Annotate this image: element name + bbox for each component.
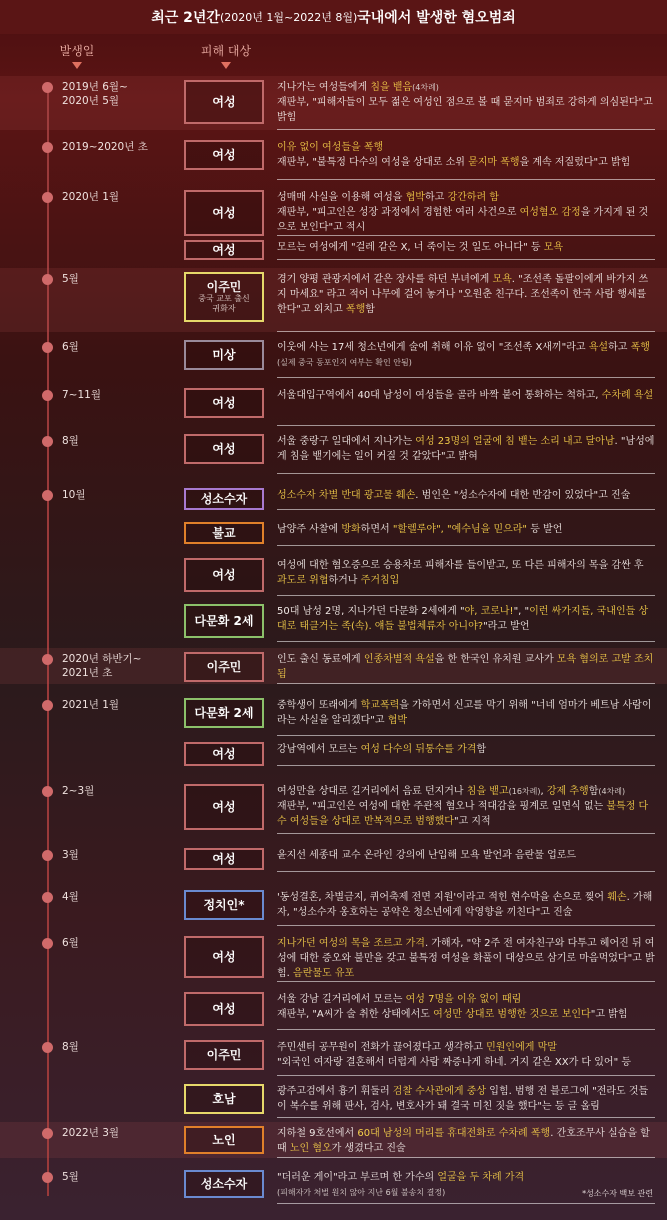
- highlight-text: 폭행: [630, 342, 650, 353]
- incident-description: [277, 488, 655, 503]
- description-text: (피해자가 처벌 원치 않아 지난 6월 불송치 결정): [277, 1188, 446, 1197]
- incident-date-line: 2021년 1월: [62, 699, 120, 711]
- highlight-text: 음란물도 유포: [293, 968, 355, 979]
- victim-category-label: 여성: [212, 206, 236, 220]
- description-text: 50대 남성 2명, 지나가던 다문화 2세에게 ": [277, 606, 465, 617]
- incident-date: [62, 848, 79, 862]
- description-text: "더러운 게이"라고 부르며 한 가수의: [277, 1172, 438, 1183]
- date-header-label: 발생일: [59, 44, 95, 58]
- description-line: [277, 388, 655, 403]
- incident-description: [277, 388, 655, 403]
- timeline-dot: [42, 1042, 53, 1053]
- description-text: 윤지선 세종대 교수 온라인 강의에 난입해 모욕 발언과 음란물 업로드: [277, 850, 577, 861]
- highlight-text: 강제 추행: [546, 786, 589, 797]
- description-line: [277, 1084, 655, 1114]
- victim-header-label: 피해 대상: [200, 44, 252, 58]
- victim-category-box: [184, 698, 264, 728]
- victim-category-label: 이주민: [206, 660, 242, 674]
- victim-category-box: [184, 890, 264, 920]
- victim-category-box: [184, 190, 264, 236]
- description-line: [277, 799, 655, 829]
- victim-category-box: [184, 488, 264, 510]
- incident-date: [62, 190, 119, 204]
- victim-category-box: [184, 936, 264, 978]
- description-text: (4차례): [412, 83, 439, 92]
- timeline-dot: [42, 938, 53, 949]
- description-text: "라고 발언: [483, 621, 530, 632]
- description-text: 서울 강남 길거리에서 모르는: [277, 994, 406, 1005]
- incident-date: [62, 890, 79, 904]
- incident-date-line: 3월: [62, 849, 79, 861]
- description-text: 재판부, "피고인은 여성에 대한 주관적 혐오나 적대감을 핑계로 일면식 없는: [277, 801, 607, 812]
- incident-description: [277, 1126, 655, 1156]
- description-text: 을 계속 저질렀다"고 밝힘: [519, 157, 631, 168]
- highlight-text: 강간하려 함: [447, 192, 499, 203]
- row-divider: [277, 1117, 655, 1118]
- description-text: 서울 중랑구 일대에서 지나가는: [277, 436, 416, 447]
- incident-date-line: 4월: [62, 891, 79, 903]
- victim-category-label: 여성: [212, 950, 236, 964]
- victim-category-label: 여성: [212, 148, 236, 162]
- incident-date: [62, 272, 79, 286]
- description-line: [277, 155, 655, 170]
- description-line: [277, 205, 655, 235]
- row-divider: [277, 833, 655, 834]
- victim-category-box: [184, 140, 264, 170]
- victim-category-label: 이주민: [206, 280, 242, 294]
- highlight-text: 침을 뱉음: [370, 82, 413, 93]
- victim-category-box: [184, 784, 264, 830]
- highlight-text: 이런 싸가지들, 국내인들 상대로 태클거는 족(속). 얘들 불법체류자 아니야?: [277, 606, 649, 632]
- row-divider: [277, 735, 655, 736]
- incident-description: [277, 1040, 655, 1070]
- incident-description: [277, 604, 655, 634]
- row-divider: [277, 641, 655, 642]
- victim-category-label: 여성: [212, 1002, 236, 1016]
- row-divider: [277, 1075, 655, 1076]
- victim-category-label: 여성: [212, 243, 236, 257]
- description-text: 함: [476, 744, 487, 755]
- victim-category-box: [184, 1126, 264, 1154]
- highlight-text: 폭행: [345, 304, 366, 315]
- description-text: 하고: [608, 342, 631, 353]
- victim-column-header: [194, 42, 258, 69]
- incident-date-line: 2020년 1월: [62, 191, 120, 203]
- description-text: 지나가는 여성들에게: [277, 82, 371, 93]
- description-line: [277, 1126, 655, 1156]
- victim-category-label: 여성: [212, 442, 236, 456]
- highlight-text: 협박: [405, 192, 425, 203]
- incident-date: [62, 1126, 119, 1140]
- highlight-text: 여성 23명의 얼굴에 침 뱉는 소리 내고 달아남: [415, 436, 615, 447]
- incident-date-line: 2020년 5월: [62, 95, 120, 107]
- highlight-text: 묻지마 폭행: [468, 157, 520, 168]
- incident-description: [277, 890, 655, 920]
- incident-date-line: 8월: [62, 435, 79, 447]
- description-text: 을 가지게 된 것으로 보인다"고 적시: [277, 207, 649, 233]
- incident-date-line: 2~3월: [62, 785, 95, 797]
- highlight-text: 모욕 혐의로 고발 조치됨: [277, 654, 654, 680]
- incident-date: [62, 80, 128, 108]
- description-text: . 가해자, "성소수자 옹호하는 공약은 청소년에게 악영향을 끼친다"고 진술: [277, 892, 653, 918]
- victim-category-box: [184, 848, 264, 870]
- description-text: "고 지적: [453, 816, 491, 827]
- description-text: ,: [540, 786, 547, 797]
- description-line: [277, 652, 655, 682]
- incident-description: [277, 434, 655, 464]
- description-text: '동성결혼, 차별금지, 퀴어축제 전면 지원'이라고 적힌 현수막을 손으로 찢어: [277, 892, 608, 903]
- description-line: [277, 848, 655, 863]
- description-text: 재판부, "불특정 다수의 여성을 상대로 소위: [277, 157, 469, 168]
- victim-category-box: [184, 340, 264, 370]
- description-text: 입힘. 범행 전 블로그에 "전라도 것들이 복수를 위해 판사, 검사, 변호사가 돼 결국 미친 짓을 했다"는 등 글 올림: [277, 1086, 649, 1112]
- incident-description: [277, 698, 655, 728]
- incident-date: [62, 388, 101, 402]
- victim-category-label: 성소수자: [200, 1177, 248, 1191]
- highlight-text: 협박: [387, 715, 408, 726]
- victim-category-label: 여성: [212, 852, 236, 866]
- incident-date: [62, 140, 148, 154]
- description-line: [277, 240, 655, 255]
- description-text: 강남역에서 모르는: [277, 744, 361, 755]
- victim-category-label: 여성: [212, 800, 236, 814]
- incident-date-line: 2020년 하반기~: [62, 653, 142, 665]
- timeline-dot: [42, 850, 53, 861]
- row-divider: [277, 1029, 655, 1030]
- incident-description: [277, 240, 655, 255]
- incident-date-line: 2019~2020년 초: [62, 141, 148, 153]
- timeline-dot: [42, 786, 53, 797]
- victim-category-box: [184, 272, 264, 322]
- row-divider: [277, 981, 655, 982]
- highlight-text: 여성혐오 감정: [519, 207, 581, 218]
- description-line: [277, 272, 655, 317]
- timeline-dot: [42, 142, 53, 153]
- victim-category-box: [184, 1170, 264, 1198]
- victim-category-box: [184, 1084, 264, 1114]
- arrow-down-icon: [72, 62, 82, 69]
- description-line: [277, 522, 655, 537]
- description-line: [277, 488, 655, 503]
- victim-category-sublabel: 귀화자: [212, 304, 236, 313]
- timeline-dot: [42, 390, 53, 401]
- row-divider: [277, 595, 655, 596]
- description-text: 서울대입구역에서 40대 남성이 여성들을 골라 바짝 붙어 통화하는 척하고,: [277, 390, 602, 401]
- description-text: 가 생겼다고 진술: [331, 1143, 406, 1154]
- description-line: [277, 936, 655, 981]
- incident-description: [277, 140, 655, 170]
- highlight-text: 욕설: [588, 342, 609, 353]
- description-text: 모르는 여성에게 "걸레 같은 X, 너 죽이는 것 일도 아니다" 등: [277, 242, 544, 253]
- description-line: [277, 992, 655, 1007]
- incident-description: [277, 80, 655, 125]
- description-text: 중학생이 또래에게: [277, 700, 361, 711]
- description-text: . 가해자, "약 2주 전 여자친구와 다투고 헤어진 뒤 여성에 대한 증오와 불만을 갖고 불특정 여성을 화풀이 대상으로 삼기로 마음먹었다"고 밝힘.: [277, 938, 655, 979]
- description-line: [277, 1007, 655, 1022]
- highlight-text: 모욕: [492, 274, 512, 285]
- description-line: [277, 434, 655, 464]
- description-text: 광주고검에서 흉기 휘둘러: [277, 1086, 393, 1097]
- highlight-text: 모욕: [543, 242, 564, 253]
- description-line: [277, 1055, 655, 1070]
- description-line: [277, 742, 655, 757]
- timeline-dot: [42, 192, 53, 203]
- title-range: (2020년 1월~2022년 8월): [219, 11, 358, 24]
- incident-date-line: 5월: [62, 273, 79, 285]
- incident-description: [277, 652, 655, 682]
- description-text: 지하철 9호선에서: [277, 1128, 358, 1139]
- description-text: 하면서: [360, 524, 393, 535]
- incident-description: [277, 522, 655, 537]
- incident-date-line: 6월: [62, 341, 79, 353]
- victim-category-label: 미상: [212, 348, 236, 362]
- victim-category-label: 호남: [212, 1092, 236, 1106]
- date-column-header: [52, 42, 102, 69]
- victim-category-label: 여성: [212, 396, 236, 410]
- incident-description: [277, 340, 655, 370]
- incident-description: [277, 936, 655, 981]
- description-text: 성매매 사실을 이용해 여성을: [277, 192, 406, 203]
- timeline-dot: [42, 342, 53, 353]
- description-text: . "남성에게 침을 뱉기에는 일이 커질 것 같았다"고 밝혀: [277, 436, 655, 462]
- row-divider: [277, 259, 655, 260]
- victim-category-label: 다문화 2세: [194, 614, 254, 628]
- description-text: . 범인은 "성소수자에 대한 반감이 있었다"고 진술: [415, 490, 631, 501]
- highlight-text: 수차례 욕설: [601, 390, 654, 401]
- incident-date: [62, 652, 141, 680]
- victim-category-label: 여성: [212, 95, 236, 109]
- timeline-dot: [42, 700, 53, 711]
- description-line: [277, 1170, 655, 1185]
- victim-category-label: 정치인*: [203, 898, 245, 912]
- highlight-text: 방화: [341, 524, 361, 535]
- row-divider: [277, 425, 655, 426]
- incident-date-line: 2019년 6월~: [62, 81, 128, 93]
- highlight-text: 노인 혐오: [289, 1143, 332, 1154]
- row-divider: [277, 1203, 655, 1204]
- incident-date-line: 10월: [62, 489, 86, 501]
- incident-date: [62, 1170, 79, 1184]
- timeline-dot: [42, 1128, 53, 1139]
- highlight-text: 야, 코로나!: [464, 606, 514, 617]
- victim-category-label: 여성: [212, 747, 236, 761]
- row-divider: [277, 765, 655, 766]
- victim-category-box: [184, 742, 264, 766]
- description-text: 남양주 사찰에: [277, 524, 342, 535]
- highlight-text: 민원인에게 막말: [486, 1042, 557, 1053]
- incident-description: [277, 558, 655, 588]
- page-title: [0, 0, 667, 34]
- description-text: ", ": [513, 606, 530, 617]
- timeline-dot: [42, 1172, 53, 1183]
- victim-category-box: [184, 80, 264, 124]
- title-suffix: 국내에서 발생한 혐오범죄: [357, 10, 516, 26]
- description-text: 여성에 대한 혐오증으로 승용차로 피해자를 들이받고, 또 다른 피해자의 목을 감싼 후: [277, 560, 644, 571]
- description-text: 함: [588, 786, 599, 797]
- victim-category-box: [184, 522, 264, 544]
- description-text: 을 가하면서 신고를 막기 위해 "너네 엄마가 베트남 사람이라는 사실을 알리겠다"고: [277, 700, 652, 726]
- victim-category-box: [184, 1040, 264, 1070]
- victim-category-box: [184, 240, 264, 260]
- incident-date: [62, 488, 86, 502]
- victim-category-label: 이주민: [206, 1048, 242, 1062]
- highlight-text: 60대 남성의 머리를 휴대전화로 수차례 폭행: [357, 1128, 551, 1139]
- description-text: 이웃에 사는 17세 청소년에게 술에 취해 이유 없이 "조선족 X새끼"라고: [277, 342, 589, 353]
- victim-category-box: [184, 652, 264, 682]
- description-line: [277, 340, 655, 370]
- highlight-text: 얼굴을 두 차례 가격: [437, 1172, 525, 1183]
- highlight-text: 여성 7명을 이유 없이 때림: [405, 994, 522, 1005]
- description-line: [277, 190, 655, 205]
- victim-category-box: [184, 388, 264, 418]
- highlight-text: 성소수자 차별 반대 광고물 훼손: [277, 490, 416, 501]
- incident-date: [62, 340, 79, 354]
- victim-category-label: 다문화 2세: [194, 706, 254, 720]
- timeline-dot: [42, 654, 53, 665]
- row-divider: [277, 129, 655, 130]
- victim-category-label: 성소수자: [200, 492, 248, 506]
- description-text: . "조선족 돌팔이에게 바가지 쓰지 마세요" 라고 적어 나무에 걸어 놓거나 "오원춘 친구다. 조선족이 한국 사람 행세를 한다"고 외치고: [277, 274, 649, 315]
- description-line: [277, 698, 655, 728]
- victim-category-label: 노인: [212, 1133, 236, 1147]
- incident-date-line: 5월: [62, 1171, 79, 1183]
- incident-description: [277, 742, 655, 757]
- description-text: (16차례): [508, 787, 541, 796]
- description-text: 하고: [424, 192, 448, 203]
- incident-description: [277, 1084, 655, 1114]
- highlight-text: 침을 뱉고: [466, 786, 509, 797]
- row-divider: [277, 473, 655, 474]
- description-line: [277, 1040, 655, 1055]
- victim-category-box: [184, 992, 264, 1026]
- footnote: *성소수자 백보 관련: [582, 1189, 653, 1198]
- description-line: [277, 95, 655, 125]
- victim-category-sublabel: 중국 교포 출신: [198, 294, 250, 303]
- incident-date: [62, 698, 119, 712]
- description-text: 함: [365, 304, 375, 315]
- description-text: 인도 출신 동료에게: [277, 654, 364, 665]
- description-text: (4차례): [598, 787, 626, 796]
- victim-category-label: 여성: [212, 568, 236, 582]
- victim-category-box: [184, 434, 264, 464]
- highlight-text: 주거침입: [360, 575, 400, 586]
- incident-date-line: 8월: [62, 1041, 79, 1053]
- description-line: [277, 558, 655, 588]
- highlight-text: 검찰 수사관에게 중상: [392, 1086, 487, 1097]
- description-text: 여성만을 상대로 길거리에서 음료 던지거나: [277, 786, 467, 797]
- description-text: (실제 중국 동포인지 여부는 확인 안됨): [277, 358, 412, 367]
- incident-description: [277, 272, 655, 317]
- row-divider: [277, 871, 655, 872]
- title-main: 최근 2년간: [151, 10, 220, 26]
- victim-category-box: [184, 604, 264, 638]
- highlight-text: 여성만 상대로 범행한 것으로 보인다: [433, 1009, 591, 1020]
- description-line: [277, 604, 655, 634]
- incident-description: [277, 992, 655, 1022]
- timeline-dot: [42, 82, 53, 93]
- description-text: 하거나: [328, 575, 361, 586]
- incident-description: [277, 784, 655, 829]
- incident-date-line: 2021년 초: [62, 667, 113, 679]
- highlight-text: 인종차별적 욕설: [363, 654, 435, 665]
- incident-date: [62, 1040, 79, 1054]
- incident-date: [62, 784, 94, 798]
- incident-date: [62, 936, 79, 950]
- row-divider: [277, 683, 655, 684]
- description-text: 경기 양평 관광지에서 같은 장사를 하던 부녀에게: [277, 274, 493, 285]
- arrow-down-icon: [221, 62, 231, 69]
- row-divider: [277, 377, 655, 378]
- description-text: 재판부, "피해자들이 모두 젊은 여성인 점으로 볼 때 묻지마 범죄로 강하게 의심된다"고 밝힘: [277, 97, 653, 123]
- description-text: 등 발언: [527, 524, 563, 535]
- timeline-dot: [42, 892, 53, 903]
- row-divider: [277, 331, 655, 332]
- description-line: [277, 140, 655, 155]
- incident-date-line: 7~11월: [62, 389, 101, 401]
- incident-date-line: 6월: [62, 937, 79, 949]
- highlight-text: 과도로 위협: [277, 575, 329, 586]
- description-line: [277, 890, 655, 920]
- incident-date-line: 2022년 3월: [62, 1127, 120, 1139]
- description-text: "외국인 여자랑 결혼해서 더럽게 사람 짜증나게 하네. 거지 같은 XX가 다 있어" 등: [277, 1057, 632, 1068]
- description-text: 재판부, "피고인은 성장 과정에서 경험한 여러 사건으로: [277, 207, 520, 218]
- row-divider: [277, 925, 655, 926]
- description-text: 재판부, "A씨가 술 취한 상태에서도: [277, 1009, 434, 1020]
- highlight-text: 여성 다수의 뒤통수를 가격: [360, 744, 477, 755]
- timeline-dot: [42, 274, 53, 285]
- victim-category-box: [184, 558, 264, 592]
- row-divider: [277, 545, 655, 546]
- description-text: 주민센터 공무원이 전화가 끊어졌다고 생각하고: [277, 1042, 487, 1053]
- description-line: [277, 784, 655, 799]
- description-line: [277, 80, 655, 95]
- highlight-text: "할렐루야", "예수님을 믿으라": [392, 524, 528, 535]
- highlight-text: 지나가던 여성의 목을 조르고 가격: [277, 938, 425, 949]
- incident-description: [277, 190, 655, 235]
- description-text: . 간호조무사 실습을 할 때: [277, 1128, 650, 1154]
- highlight-text: 훼손: [607, 892, 627, 903]
- row-divider: [277, 1157, 655, 1158]
- highlight-text: 학교폭력: [360, 700, 400, 711]
- incident-description: [277, 848, 655, 863]
- row-divider: [277, 509, 655, 510]
- description-text: "고 밝힘: [590, 1009, 628, 1020]
- victim-category-label: 불교: [212, 526, 236, 540]
- highlight-text: 불특정 다수 여성들을 상대로 반복적으로 범행했다: [277, 801, 649, 827]
- description-text: 을 한 한국인 유치원 교사가: [434, 654, 557, 665]
- highlight-text: 이유 없이 여성들을 폭행: [277, 142, 384, 153]
- incident-date: [62, 434, 79, 448]
- timeline-dot: [42, 436, 53, 447]
- row-divider: [277, 179, 655, 180]
- timeline-dot: [42, 490, 53, 501]
